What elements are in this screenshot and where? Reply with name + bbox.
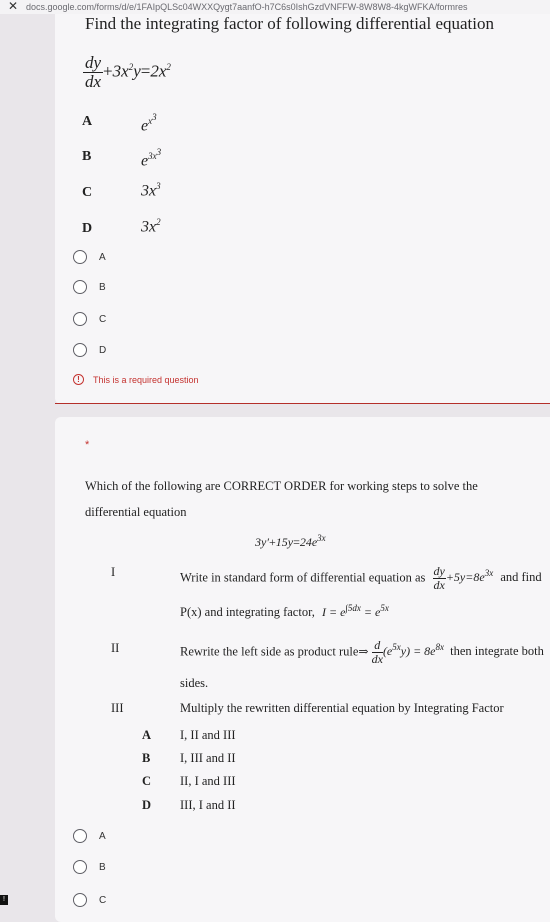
answer-text-b: I, III and II xyxy=(180,751,236,765)
differential-equation: $\frac{dy}{dx}$ $+3x^2y=2x^2$ xyxy=(85,53,171,91)
warning-icon: ! xyxy=(73,374,84,385)
choice-a[interactable] xyxy=(73,250,106,264)
choice-label: D xyxy=(99,344,107,356)
answer-letter-d: D xyxy=(142,798,152,812)
option-value-a: $e^{x^3}$ xyxy=(141,112,157,135)
main-equation: $3y'+15y=24e^{3x}$ xyxy=(255,533,326,549)
answer-text-c: II, I and III xyxy=(180,774,236,788)
answer-text-d: III, I and II xyxy=(180,798,236,812)
url-text: docs.google.com/forms/d/e/1FAIpQLSc04WXXQygt7aanfO-h7C6s0IshGzdVNFFW-8W8W8-4kgWFKA/formres xyxy=(26,2,468,12)
question-card-1 xyxy=(55,14,550,404)
step-text-cont: P(x) and integrating factor, $I = e^{\int 5dx} = e^{5x}$ xyxy=(180,603,389,619)
choice-a[interactable] xyxy=(73,829,106,843)
choice-b[interactable] xyxy=(73,280,106,294)
answer-text-a: I, II and III xyxy=(180,728,236,742)
choice-label: B xyxy=(99,861,106,873)
answer-letter-b: B xyxy=(142,751,151,765)
radio-button[interactable] xyxy=(73,343,87,357)
question-card-2 xyxy=(55,417,550,922)
choice-b[interactable] xyxy=(73,860,106,874)
side-marker-icon: ! xyxy=(0,895,8,905)
question-title: Find the integrating factor of following differential equation xyxy=(85,14,494,33)
radio-button[interactable] xyxy=(73,280,87,294)
choice-label: C xyxy=(99,313,107,325)
step-number: I xyxy=(111,565,116,579)
browser-url-bar[interactable] xyxy=(0,0,550,14)
choice-c[interactable] xyxy=(73,312,106,326)
option-value-d: $3x^2$ xyxy=(141,217,161,236)
choice-label: A xyxy=(99,830,106,842)
close-icon[interactable]: ✕ xyxy=(8,0,19,13)
radio-button[interactable] xyxy=(73,860,87,874)
radio-button[interactable] xyxy=(73,312,87,326)
option-value-b: $e^{3x^3}$ xyxy=(141,147,162,170)
option-letter-a: A xyxy=(82,114,93,129)
step-number: III xyxy=(111,701,124,715)
step-text: Write in standard form of differential equation as $\frac{dy}{dx}$ $+5y=8e^{3x}$ and find xyxy=(180,564,542,592)
option-letter-b: B xyxy=(82,149,92,164)
option-letter-d: D xyxy=(82,221,93,236)
required-warning xyxy=(73,374,199,385)
option-letter-c: C xyxy=(82,185,93,200)
option-value-c: $3x^3$ xyxy=(141,181,161,200)
required-asterisk: * xyxy=(85,439,90,451)
answer-letter-a: A xyxy=(142,728,152,742)
choice-c[interactable] xyxy=(73,893,106,907)
choice-label: B xyxy=(99,281,106,293)
radio-button[interactable] xyxy=(73,829,87,843)
choice-label: A xyxy=(99,251,106,263)
answer-letter-c: C xyxy=(142,774,152,788)
radio-button[interactable] xyxy=(73,250,87,264)
choice-label: C xyxy=(99,894,107,906)
step-text: Rewrite the left side as product rule⇒ $\frac{d}{dx}$ $(e^{5x}y) = 8e^{8x}$ then integrate both xyxy=(180,638,544,666)
choice-d[interactable] xyxy=(73,343,106,357)
error-divider xyxy=(55,403,550,404)
question-prompt-line2: differential equation xyxy=(85,505,187,519)
step-text: Multiply the rewritten differential equation by Integrating Factor xyxy=(180,701,504,715)
step-text-cont: sides. xyxy=(180,676,209,690)
step-number: II xyxy=(111,641,120,655)
required-text: This is a required question xyxy=(93,374,199,385)
question-prompt-line1: Which of the following are CORRECT ORDER for working steps to solve the xyxy=(85,479,478,493)
radio-button[interactable] xyxy=(73,893,87,907)
